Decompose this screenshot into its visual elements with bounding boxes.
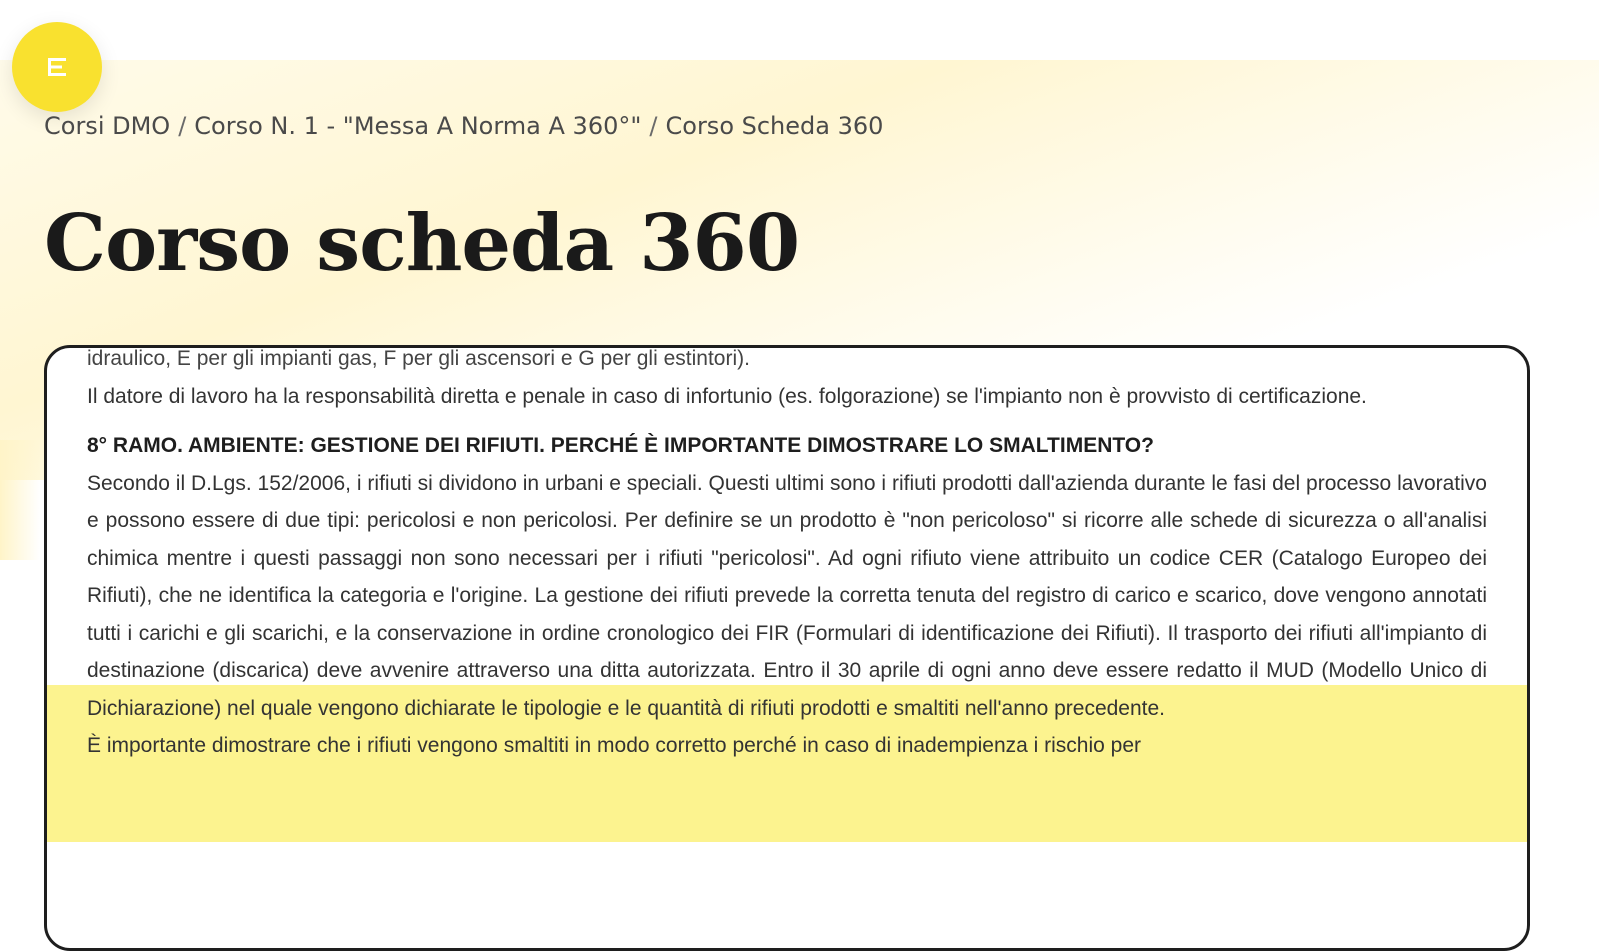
- document-paragraph: È importante dimostrare che i rifiuti vengono smaltiti in modo corretto perché in caso di inadempienza i rischio per: [87, 734, 1141, 757]
- breadcrumb-item-corso-n1[interactable]: Corso N. 1 - "Messa A Norma A 360°": [194, 112, 642, 140]
- document-paragraph: Secondo il D.Lgs. 152/2006, i rifiuti si dividono in urbani e speciali. Questi ultimi sono i rifiuti prodotti dall'azienda durante le fasi del processo lavorativo e possono essere di due tipi: pericolosi e non pericolosi. Per definire se un prodotto è "non pericoloso" si ricorre alle schede di sicurezza o all'analisi chimica mentre i questi passaggi non sono necessari per i rifiuti "pericolosi". Ad ogni rifiuto viene attribuito un codice CER (Catalogo Europeo dei Rifiuti), che ne identifica la categoria e l'origine. La gestione dei rifiuti prevede la corretta tenuta del registro di carico e scarico, dove vengono annotati tutti i carichi e gli scarichi, e la conservazione in ordine cronologico dei FIR (Formulari di identificazione dei Rifiuti). Il trasporto dei rifiuti all'impianto di destinazione (discarica) deve avvenire attraverso una ditta autorizzata. Entro il 30 aprile di ogni anno deve essere redatto il MUD (Modello Unico di Dichiarazione) nel quale vengono dichiarate le tipologie e le quantità di rifiuti prodotti e smaltiti nell'anno precedente.: [87, 471, 1487, 720]
- breadcrumb-separator: /: [649, 112, 658, 140]
- page-title: Corso scheda 360: [44, 198, 800, 289]
- breadcrumb: [44, 112, 883, 140]
- background-accent: [0, 440, 40, 560]
- document-section-heading: 8° RAMO. AMBIENTE: GESTIONE DEI RIFIUTI. PERCHÉ È IMPORTANTE DIMOSTRARE LO SMALTIMENTO?: [87, 434, 1154, 457]
- document-cut-line: idraulico, E per gli impianti gas, F per gli ascensori e G per gli estintori).: [87, 347, 750, 370]
- menu-button[interactable]: [12, 22, 102, 112]
- breadcrumb-item-corsi-dmo[interactable]: Corsi DMO: [44, 112, 171, 140]
- breadcrumb-separator: /: [178, 112, 187, 140]
- document-viewer[interactable]: [44, 345, 1530, 951]
- document-content: [87, 345, 1487, 765]
- breadcrumb-item-current: Corso Scheda 360: [665, 112, 884, 140]
- document-paragraph: Il datore di lavoro ha la responsabilità diretta e penale in caso di infortunio (es. folgorazione) se l'impianto non è provvisto di certificazione.: [87, 384, 1367, 408]
- menu-icon: [42, 52, 72, 82]
